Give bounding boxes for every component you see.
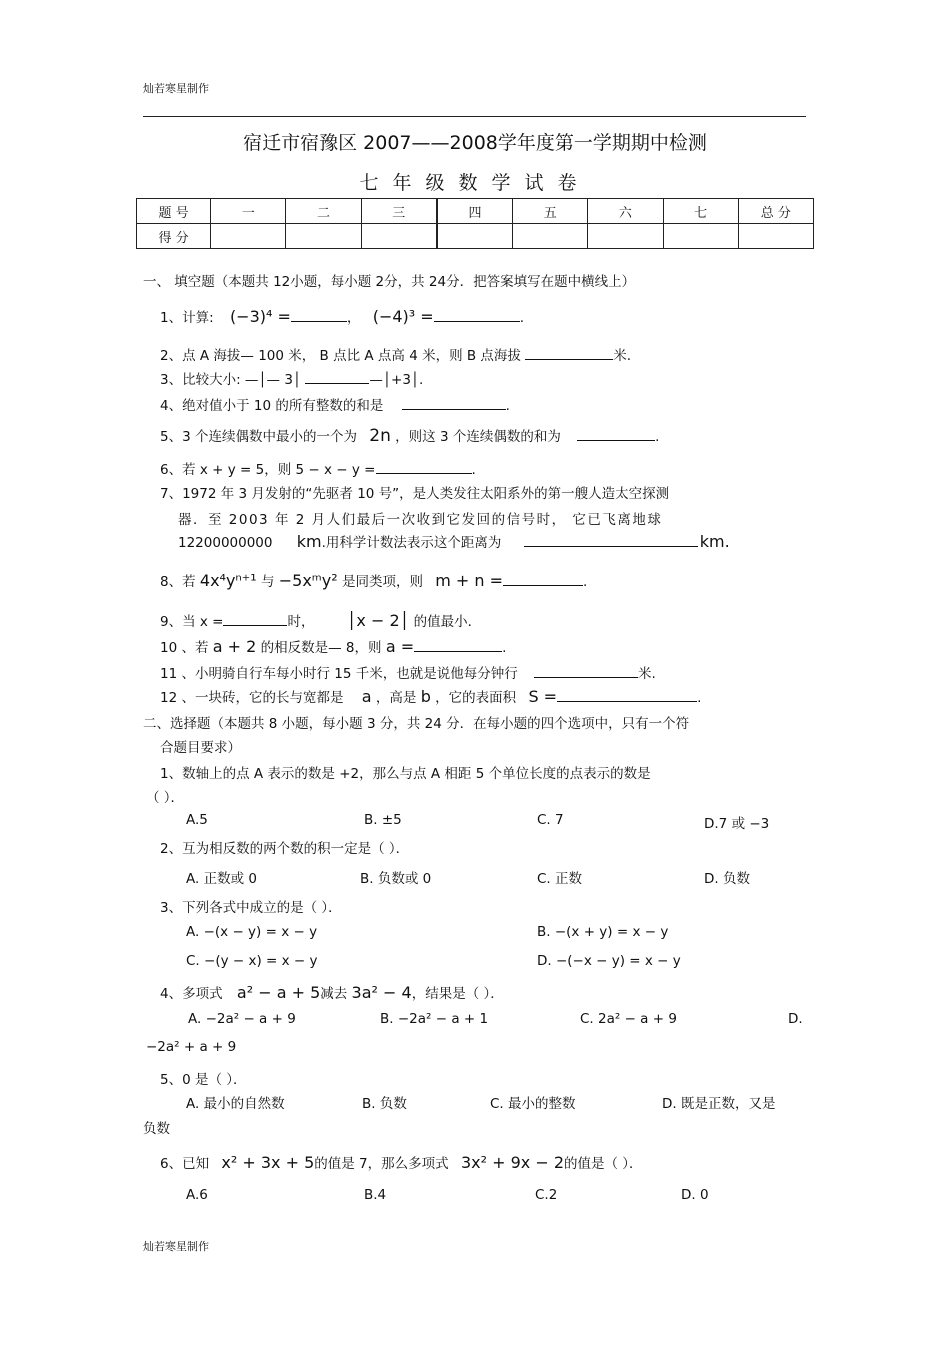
- end-mark: .: [697, 690, 702, 706]
- s1-question-12: [160, 686, 701, 706]
- math-expression: S =: [528, 687, 558, 706]
- score-cell: 七: [663, 199, 738, 224]
- s1-question-7-line2: 器．至 2003 年 2 月人们最后一次收到它发回的信号时， 它已飞离地球: [178, 512, 663, 528]
- math-variable: b: [420, 687, 431, 706]
- q-text: ，它的表面积: [435, 690, 517, 706]
- q-text: 5、3 个连续偶数中最小的一个为: [160, 429, 357, 445]
- math-expression: x² + 3x + 5: [221, 1153, 315, 1172]
- option-d-wrap[interactable]: 负数: [143, 1121, 170, 1137]
- section2-heading: 二、选择题（本题共 8 小题，每小题 3 分，共 24 分．在每小题的四个选项中，只有一个符: [143, 716, 690, 732]
- answer-blank[interactable]: [557, 687, 697, 702]
- score-cell: 二: [286, 199, 361, 224]
- math-expression: m + n =: [435, 571, 504, 590]
- q-text: 是同类项，则: [341, 574, 423, 590]
- math-expression: 2n: [369, 426, 391, 446]
- s1-question-6: [160, 458, 476, 478]
- score-input-cell[interactable]: [437, 224, 513, 249]
- option-c[interactable]: C. 正数: [537, 871, 583, 887]
- s1-question-9: [160, 610, 481, 630]
- s1-question-7-line1: 7、1972 年 3 月发射的“先驱者 10 号”，是人类发往太阳系外的第一艘人造太空探测: [160, 486, 670, 502]
- s2-question-3-stem: 3、下列各式中成立的是（ ）．: [160, 900, 342, 916]
- option-d[interactable]: D. 0: [681, 1187, 709, 1203]
- unit: km.: [699, 532, 730, 551]
- score-table: [136, 198, 814, 249]
- s1-question-1: [160, 306, 524, 326]
- q-text: 4、绝对值小于 10 的所有整数的和是: [160, 398, 384, 414]
- math-expression: a =: [385, 637, 415, 656]
- q-text: 2、点 A 海拔— 100 米， B 点比 A 点高 4 米，则 B 点海拔: [160, 348, 521, 364]
- math-expression: a² − a + 5: [236, 983, 321, 1002]
- end-mark: .: [505, 398, 510, 414]
- option-c[interactable]: C.2: [535, 1187, 558, 1203]
- q-number: 12200000000: [178, 535, 273, 551]
- math-expression: (−4)³ =: [372, 307, 434, 326]
- maker-label-bottom: 灿若寒星制作: [143, 1240, 209, 1253]
- s1-question-11: [160, 662, 656, 682]
- s2-question-5-stem: 5、0 是（ ）．: [160, 1072, 247, 1088]
- q-text: 的值是 7，那么多项式: [314, 1156, 449, 1172]
- math-expression: 3x² + 9x − 2: [460, 1153, 564, 1172]
- score-table-score-row: [137, 224, 814, 249]
- option-a[interactable]: A.6: [186, 1187, 208, 1203]
- option-a[interactable]: A. −(x − y) = x − y: [186, 924, 318, 940]
- math-expression: 3a² − 4: [351, 983, 412, 1002]
- s1-question-4: [160, 394, 510, 414]
- score-cell: 四: [437, 199, 513, 224]
- q-text: 11 、小明骑自行车每小时行 15 千米，也就是说他每分钟行: [160, 666, 518, 682]
- q-text: 10 、若: [160, 640, 209, 656]
- exam-title: 宿迁市宿豫区 2007——2008学年度第一学期期中检测: [243, 132, 707, 154]
- math-expression: a + 2: [212, 637, 257, 656]
- q-text: ，则这 3 个连续偶数的和为: [395, 429, 561, 445]
- end-mark: .: [471, 462, 476, 478]
- answer-blank[interactable]: [414, 637, 502, 652]
- answer-blank[interactable]: [577, 426, 655, 441]
- s1-question-7-line3: [178, 531, 730, 551]
- unit: 米.: [638, 666, 656, 682]
- score-cell: 题 号: [137, 199, 211, 224]
- score-input-cell[interactable]: [663, 224, 738, 249]
- s1-question-5: [160, 425, 659, 446]
- answer-blank[interactable]: [503, 571, 583, 586]
- end-mark: .: [502, 640, 507, 656]
- exam-subtitle: 七年级数学试卷: [359, 172, 591, 194]
- maker-label-top: 灿若寒星制作: [143, 82, 209, 95]
- answer-blank[interactable]: [376, 459, 472, 474]
- header-rule: [143, 116, 806, 117]
- option-c[interactable]: C. 最小的整数: [490, 1096, 576, 1112]
- option-a[interactable]: A. −2a² − a + 9: [188, 1011, 296, 1027]
- score-input-cell[interactable]: [211, 224, 286, 249]
- unit: km: [296, 532, 322, 551]
- score-cell: 一: [211, 199, 286, 224]
- s1-question-8: [160, 570, 587, 590]
- end-mark: .: [655, 429, 660, 445]
- option-a[interactable]: A. 最小的自然数: [186, 1096, 285, 1112]
- q-text: 与: [260, 574, 275, 590]
- score-cell: 三: [361, 199, 437, 224]
- option-a[interactable]: A. 正数或 0: [186, 871, 257, 887]
- answer-blank[interactable]: [402, 395, 506, 410]
- q-tail: —│+3│.: [369, 372, 424, 388]
- s2-question-6-stem: [160, 1152, 643, 1172]
- answer-blank[interactable]: [525, 345, 613, 360]
- answer-blank[interactable]: [434, 307, 520, 322]
- math-variable: a: [361, 687, 372, 706]
- answer-blank[interactable]: [305, 369, 369, 384]
- q-text: 9、当 x =: [160, 614, 224, 630]
- end-mark: .: [583, 574, 588, 590]
- option-b[interactable]: B. 负数或 0: [360, 871, 432, 887]
- s2-question-4-stem: [160, 982, 504, 1002]
- option-b[interactable]: B. −(x + y) = x − y: [537, 924, 669, 940]
- q-text: ，高是: [375, 690, 417, 706]
- q-text: 8、若: [160, 574, 196, 590]
- answer-blank[interactable]: [524, 532, 698, 547]
- end-mark: .: [519, 310, 524, 326]
- option-b[interactable]: B. ±5: [364, 812, 402, 828]
- score-cell: 六: [588, 199, 663, 224]
- section1-heading: 一、 填空题（本题共 12小题，每小题 2分，共 24分．把答案填写在题中横线上）: [143, 274, 636, 290]
- q-text: 的相反数是— 8，则: [260, 640, 382, 656]
- option-b[interactable]: B. 负数: [362, 1096, 407, 1112]
- option-d[interactable]: D. 负数: [704, 871, 750, 887]
- option-a[interactable]: A.5: [186, 812, 208, 828]
- option-d[interactable]: D.: [788, 1011, 803, 1027]
- answer-blank[interactable]: [534, 663, 638, 678]
- q-text: 6、若 x + y = 5，则 5 − x − y =: [160, 462, 376, 478]
- s2-question-2-stem: 2、互为相反数的两个数的积一定是（ ）．: [160, 841, 410, 857]
- option-d[interactable]: D. −(−x − y) = x − y: [537, 953, 681, 969]
- score-input-cell[interactable]: [513, 224, 588, 249]
- math-expression: 4x⁴yⁿ⁺¹: [199, 571, 257, 590]
- math-expression: −5xᵐy²: [278, 571, 338, 590]
- score-cell: 总 分: [738, 199, 813, 224]
- q-text: 3、比较大小: —│— 3│: [160, 372, 302, 388]
- score-input-cell[interactable]: [286, 224, 361, 249]
- option-c[interactable]: C. 2a² − a + 9: [580, 1011, 677, 1027]
- q-text: 4、多项式: [160, 986, 223, 1002]
- option-c[interactable]: C. 7: [537, 812, 564, 828]
- q-text: 12 、一块砖，它的长与宽都是: [160, 690, 344, 706]
- option-b[interactable]: B. −2a² − a + 1: [380, 1011, 489, 1027]
- q-text: .用科学计数法表示这个距离为: [321, 535, 502, 551]
- score-input-cell[interactable]: [738, 224, 813, 249]
- unit: 米.: [613, 348, 632, 364]
- s1-question-2: [160, 344, 631, 364]
- q-text: 6、已知: [160, 1156, 210, 1172]
- score-table-header-row: [137, 199, 814, 224]
- score-cell: 五: [513, 199, 588, 224]
- option-c[interactable]: C. −(y − x) = x − y: [186, 953, 318, 969]
- option-b[interactable]: B.4: [364, 1187, 387, 1203]
- s1-question-3: [160, 368, 423, 388]
- q-text: 减去: [320, 986, 348, 1002]
- q-text: 时，: [287, 614, 315, 630]
- s1-question-10: [160, 636, 506, 656]
- answer-blank[interactable]: [223, 611, 287, 626]
- q-text: 的值是（ ）．: [564, 1156, 643, 1172]
- answer-blank[interactable]: [291, 307, 347, 322]
- s2-question-1-stem: 1、数轴上的点 A 表示的数是 +2，那么与点 A 相距 5 个单位长度的点表示的数是: [160, 766, 651, 782]
- score-cell: 得 分: [137, 224, 211, 249]
- s2-question-1-paren: （ ）．: [146, 790, 185, 806]
- math-expression: (−3)⁴ =: [229, 307, 291, 326]
- q-text: 的值最小．: [413, 614, 482, 630]
- score-input-cell[interactable]: [588, 224, 663, 249]
- option-d[interactable]: D. 既是正数，又是: [662, 1096, 776, 1112]
- q-text: ，结果是（ ）．: [411, 986, 504, 1002]
- option-d-wrap[interactable]: −2a² + a + 9: [146, 1039, 237, 1055]
- section2-heading-cont: 合题目要求）: [160, 740, 241, 756]
- option-d[interactable]: D.7 或 −3: [704, 816, 770, 832]
- separator: ，: [346, 310, 361, 326]
- score-input-cell[interactable]: [361, 224, 437, 249]
- q-label: 1、计算:: [160, 310, 214, 326]
- math-expression: │x − 2│: [346, 611, 410, 630]
